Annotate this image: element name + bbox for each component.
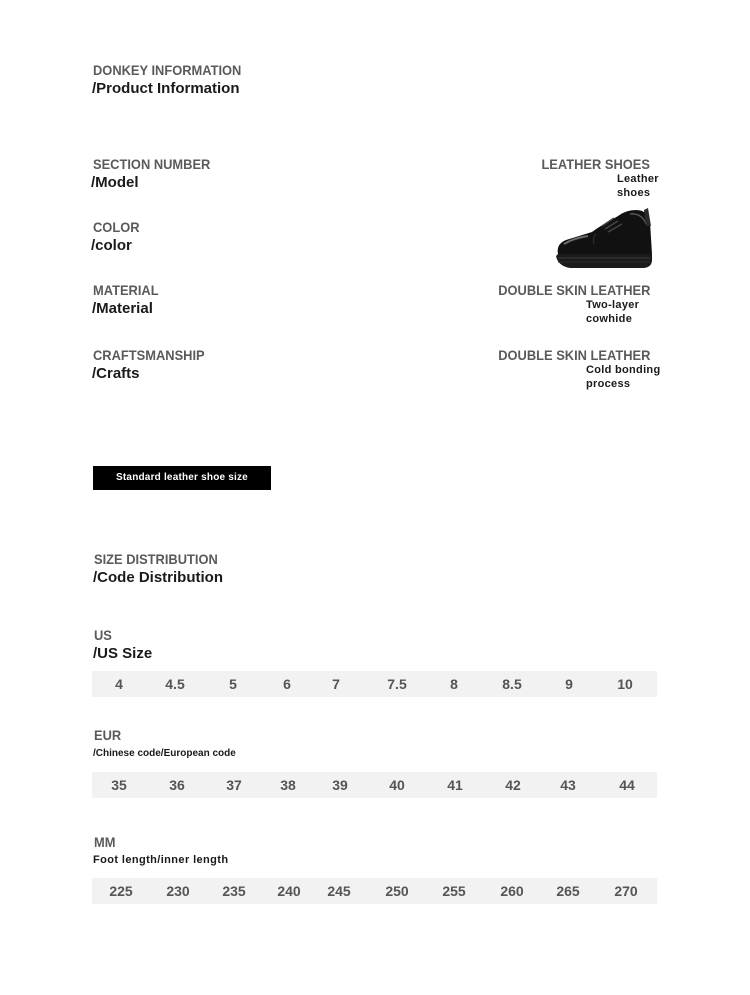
size-cell: 40 <box>389 777 405 793</box>
size-cell: 245 <box>327 883 351 899</box>
leather-shoe-image <box>552 204 656 272</box>
size-cell: 42 <box>505 777 521 793</box>
size-cell: 250 <box>385 883 409 899</box>
size-cell: 4 <box>115 676 123 692</box>
size-cell: 10 <box>617 676 633 692</box>
size-cell: 230 <box>166 883 190 899</box>
color-subtitle: /color <box>91 237 132 254</box>
size-cell: 9 <box>565 676 573 692</box>
crafts-value-title: DOUBLE SKIN LEATHER <box>497 347 650 363</box>
size-cell: 39 <box>332 777 348 793</box>
material-value-sub: Two-layer cowhide <box>586 299 640 325</box>
us-size-row <box>92 671 657 697</box>
product-info-subtitle: /Product Information <box>92 80 240 97</box>
shoe-icon <box>552 204 656 272</box>
crafts-title: CRAFTSMANSHIP <box>93 347 205 363</box>
size-cell: 8.5 <box>502 676 522 692</box>
size-cell: 36 <box>169 777 185 793</box>
size-cell: 260 <box>500 883 524 899</box>
product-info-title: DONKEY INFORMATION <box>93 62 242 78</box>
size-cell: 6 <box>283 676 291 692</box>
size-cell: 255 <box>442 883 466 899</box>
size-cell: 225 <box>109 883 133 899</box>
size-cell: 8 <box>450 676 458 692</box>
size-cell: 240 <box>277 883 301 899</box>
model-value-sub: Leather shoes <box>617 173 659 199</box>
eur-subtitle: /Chinese code/European code <box>93 748 236 759</box>
material-value-title: DOUBLE SKIN LEATHER <box>497 282 650 298</box>
material-title: MATERIAL <box>93 282 159 298</box>
us-title: US <box>94 627 112 643</box>
material-subtitle: /Material <box>92 300 153 317</box>
size-cell: 270 <box>614 883 638 899</box>
size-cell: 4.5 <box>165 676 185 692</box>
size-cell: 41 <box>447 777 463 793</box>
size-cell: 7 <box>332 676 340 692</box>
standard-size-banner: Standard leather shoe size <box>93 466 271 490</box>
size-distribution-title: SIZE DISTRIBUTION <box>94 551 218 567</box>
model-title: SECTION NUMBER <box>93 156 211 172</box>
size-cell: 44 <box>619 777 635 793</box>
mm-subtitle: Foot length/inner length <box>93 854 229 866</box>
model-value-title: LEATHER SHOES <box>541 156 650 172</box>
crafts-value-sub: Cold bonding process <box>586 364 661 390</box>
size-cell: 5 <box>229 676 237 692</box>
size-cell: 43 <box>560 777 576 793</box>
size-distribution-subtitle: /Code Distribution <box>93 569 223 586</box>
us-subtitle: /US Size <box>93 645 153 662</box>
eur-size-row <box>92 772 657 798</box>
crafts-subtitle: /Crafts <box>92 365 140 382</box>
model-subtitle: /Model <box>91 174 139 191</box>
size-cell: 265 <box>556 883 580 899</box>
size-cell: 38 <box>280 777 296 793</box>
size-cell: 37 <box>226 777 242 793</box>
mm-size-row <box>92 878 657 904</box>
size-cell: 7.5 <box>387 676 407 692</box>
size-cell: 235 <box>222 883 246 899</box>
mm-title: MM <box>94 834 116 850</box>
size-cell: 35 <box>111 777 127 793</box>
color-title: COLOR <box>93 219 140 235</box>
eur-title: EUR <box>94 727 122 743</box>
